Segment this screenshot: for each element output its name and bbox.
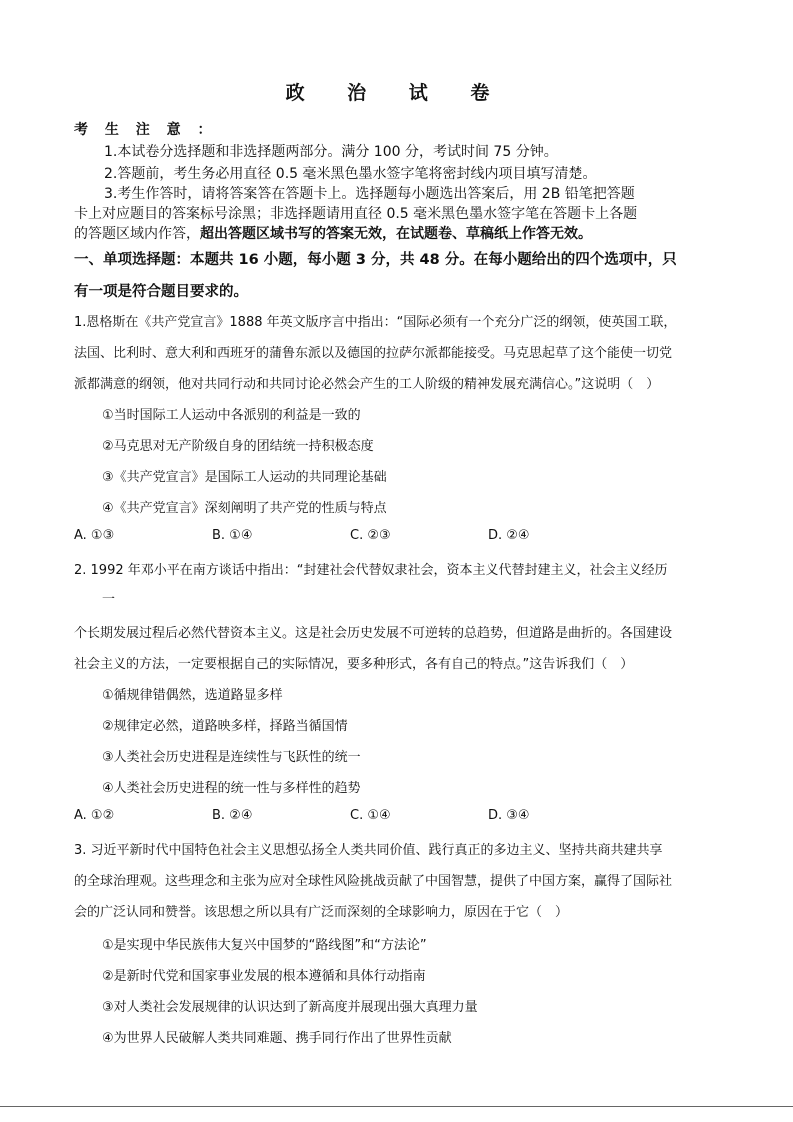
section-heading-line-1: 一、单项选择题：本题共 16 小题，每小题 3 分，共 48 分。在每小题给出的四个选项中，只 xyxy=(74,252,677,268)
q1-stem-line-1: 1.恩格斯在《共产党宣言》1888 年英文版序言中指出：“国际必须有一个充分广泛的纲领，使英国工联， xyxy=(74,315,677,330)
q3-stem-line-1: 3. 习近平新时代中国特色社会主义思想弘扬全人类共同价值、践行真正的多边主义、坚持共商共建共享 xyxy=(74,843,663,858)
q1-stem-line-2: 法国、比利时、意大利和西班牙的蒲鲁东派以及德国的拉萨尔派都能接受。马克思起草了这个能使一切党 xyxy=(74,346,673,361)
q3-option-3: ③对人类社会发展规律的认识达到了新高度并展现出强大真理力量 xyxy=(102,1000,478,1015)
q3-stem-line-2: 的全球治理观。这些理念和主张为应对全球性风险挑战贡献了中国智慧，提供了中国方案，赢得了国际社 xyxy=(74,874,673,889)
q1-stem-line-3: 派都满意的纲领，他对共同行动和共同讨论必然会产生的工人阶级的精神发展充满信心。”这说明（ ） xyxy=(74,377,660,392)
q2-choice-b: B. ②④ xyxy=(212,808,253,823)
q2-option-4: ④人类社会历史进程的统一性与多样性的趋势 xyxy=(102,781,361,796)
q1-choices xyxy=(74,528,626,543)
notice-line-3c-bold: 超出答题区域书写的答案无效，在试题卷、草稿纸上作答无效。 xyxy=(200,226,592,242)
q3-option-2: ②是新时代党和国家事业发展的根本遵循和具体行动指南 xyxy=(102,969,426,984)
q2-choice-c: C. ①④ xyxy=(350,808,391,823)
notice-heading: 考 生 注 意 ： xyxy=(74,122,218,138)
q3-option-4: ④为世界人民破解人类共同难题、携手同行作出了世界性贡献 xyxy=(102,1031,452,1046)
notice-line-3c-normal: 的答题区域内作答， xyxy=(74,226,200,242)
q1-choice-b: B. ①④ xyxy=(212,528,253,543)
q1-option-2: ②马克思对无产阶级自身的团结统一持积极态度 xyxy=(102,439,374,454)
notice-line-2: 2.答题前，考生务必用直径 0.5 毫米黑色墨水签字笔将密封线内项目填写清楚。 xyxy=(104,166,597,182)
q1-option-3: ③《共产党宣言》是国际工人运动的共同理论基础 xyxy=(102,470,387,485)
q3-option-1: ①是实现中华民族伟大复兴中国梦的“路线图”和“方法论” xyxy=(102,938,427,953)
notice-line-3a: 3.考生作答时，请将答案答在答题卡上。选择题每小题选出答案后，用 2B 铅笔把答题 xyxy=(104,186,635,202)
q1-choice-a: A. ①③ xyxy=(74,528,115,543)
page-bottom-divider xyxy=(0,1106,793,1107)
q2-stem-line-4: 社会主义的方法，一定要根据自己的实际情况，要多种形式，各有自己的特点。”这告诉我们（ ） xyxy=(74,657,634,672)
q2-choices xyxy=(74,808,626,823)
q1-option-4: ④《共产党宣言》深刻阐明了共产党的性质与特点 xyxy=(102,501,387,516)
notice-line-3c xyxy=(74,223,592,243)
notice-line-3b: 卡上对应题目的答案标号涂黑；非选择题请用直径 0.5 毫米黑色墨水签字笔在答题卡上各题 xyxy=(74,206,638,222)
q2-stem-line-3: 个长期发展过程后必然代替资本主义。这是社会历史发展不可逆转的总趋势，但道路是曲折的。各国建设 xyxy=(74,626,673,641)
section-heading-line-2: 有一项是符合题目要求的。 xyxy=(74,284,248,300)
q1-choice-d: D. ②④ xyxy=(488,528,530,543)
q2-stem-line-2: 一 xyxy=(102,592,116,607)
q2-option-1: ①循规律错偶然，选道路显多样 xyxy=(102,688,283,703)
notice-line-1: 1.本试卷分选择题和非选择题两部分。满分 100 分，考试时间 75 分钟。 xyxy=(104,144,558,160)
q1-option-1: ①当时国际工人运动中各派别的利益是一致的 xyxy=(102,408,361,423)
q2-choice-a: A. ①② xyxy=(74,808,115,823)
q2-choice-d: D. ③④ xyxy=(488,808,530,823)
q2-option-2: ②规律定必然，道路映多样，择路当循国情 xyxy=(102,719,348,734)
page-title: 政 治 试 卷 xyxy=(285,82,508,104)
q2-option-3: ③人类社会历史进程是连续性与飞跃性的统一 xyxy=(102,750,361,765)
q1-choice-c: C. ②③ xyxy=(350,528,391,543)
q3-stem-line-3: 会的广泛认同和赞誉。该思想之所以具有广泛而深刻的全球影响力，原因在于它（ ） xyxy=(74,905,569,920)
q2-stem-line-1: 2. 1992 年邓小平在南方谈话中指出：“封建社会代替奴隶社会，资本主义代替封建主义，社会主义经历 xyxy=(74,563,668,578)
